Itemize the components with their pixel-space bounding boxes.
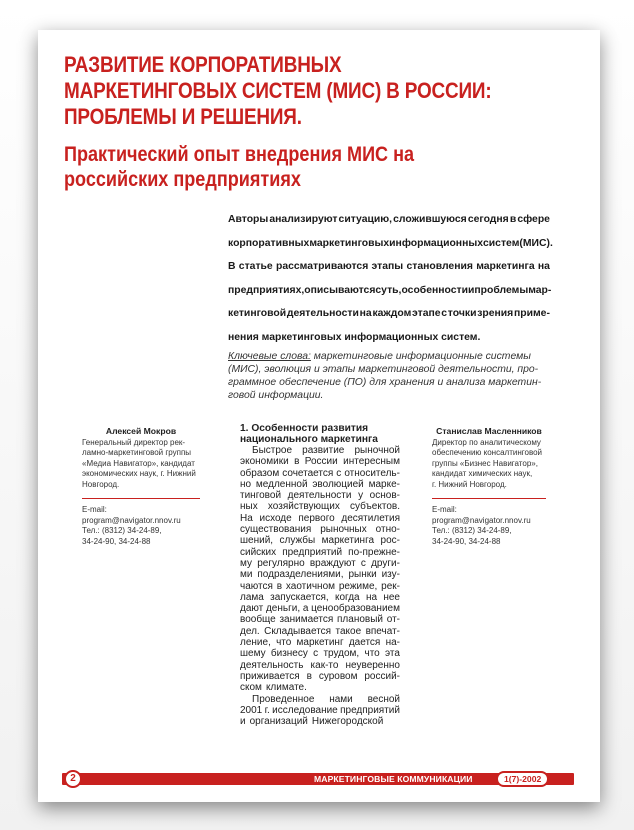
word: эта (385, 648, 400, 660)
word: весной (367, 693, 400, 705)
word: (МИС). (519, 237, 553, 249)
section-body-line (240, 468, 400, 479)
author-role-line: обеспечению консалтинговой (432, 448, 543, 457)
section-body-line (240, 501, 400, 512)
author-contact-line: 34-24-90, 34-24-88 (432, 536, 501, 546)
abstract-line (228, 279, 550, 303)
word: России (304, 456, 338, 468)
word: дается (348, 637, 381, 649)
abstract-line: нения маркетинговых информационных систем. (228, 331, 481, 343)
word: с (441, 308, 448, 319)
word: мар- (528, 284, 552, 296)
word: корпоративных (228, 237, 310, 249)
word: рек- (381, 580, 400, 592)
word: режиме, (338, 580, 378, 592)
author-email[interactable]: program@navigator.nnov.ru (432, 515, 531, 525)
title-line: ПРОБЛЕМЫ И РЕШЕНИЯ. (64, 104, 302, 129)
word: информационных (389, 237, 484, 249)
word: рынки (348, 569, 377, 581)
word: по-прежне- (348, 546, 400, 558)
document-page (38, 30, 600, 802)
keywords-text: маркетинговые информационные системы (310, 351, 531, 362)
word: ление, (240, 637, 271, 649)
word: ми (240, 569, 253, 581)
word: этапы (371, 261, 404, 272)
word: сегодня (467, 214, 509, 225)
abstract-line (228, 302, 550, 326)
keywords-line: говой информации. (228, 390, 324, 401)
word: на (365, 591, 378, 603)
word: приме- (513, 308, 550, 319)
word: Авторы (228, 214, 269, 225)
page-number: 2 (64, 770, 82, 788)
author-contact-line: Тел.: (8312) 34-24-89, (82, 526, 162, 535)
section-1 (240, 423, 400, 727)
word: медленной (255, 478, 308, 490)
author-left (82, 426, 200, 547)
author-role-line: кандидат химических наук, (432, 469, 533, 478)
abstract-line (228, 255, 550, 279)
section-heading-line: национального маркетинга (240, 434, 378, 445)
section-heading (240, 423, 400, 445)
word: регулярно (257, 557, 305, 569)
section-body-line (240, 682, 400, 693)
word: ситуацию, (338, 214, 393, 225)
word: Складывается (264, 625, 332, 637)
word: анализируют (269, 214, 338, 225)
word: плановый (337, 614, 383, 626)
author-contact-line: 34-24-90, 34-24-88 (82, 536, 151, 546)
keywords-line: (МИС), эволюция и этапы маркетинговой деятельности, про- (228, 364, 539, 375)
author-contact (82, 505, 200, 547)
title-line: РАЗВИТИЕ КОРПОРАТИВНЫХ (64, 52, 342, 77)
word: в (306, 670, 312, 682)
word: становления (406, 261, 473, 272)
section-body-line (240, 592, 400, 603)
word: каждом (372, 308, 412, 319)
word: интересным (343, 456, 400, 468)
word: что (276, 637, 292, 649)
word: эволюцией (312, 478, 364, 490)
issue-badge: 1(7)-2002 (496, 771, 549, 787)
section-body-line (240, 694, 400, 705)
author-divider (432, 498, 546, 499)
word: кетинговой (228, 308, 287, 319)
word: запускается, (270, 591, 329, 603)
word: что (364, 648, 380, 660)
word: климате. (265, 682, 307, 694)
section-body-line (240, 524, 400, 535)
keywords (228, 350, 550, 402)
word: чаются (240, 580, 273, 592)
author-role-line: Директор по аналитическому (432, 437, 541, 447)
abstract-line (228, 208, 550, 232)
word: дают (240, 603, 264, 615)
section-body-line (240, 614, 400, 625)
word: с (313, 648, 319, 660)
section-body-line (240, 705, 400, 716)
word: относитель- (344, 467, 400, 479)
section-body-line (240, 479, 400, 490)
word: первого (298, 512, 335, 524)
word: россий- (364, 670, 400, 682)
word: На (240, 512, 253, 524)
word: дел. (240, 625, 260, 637)
word: основ- (369, 490, 400, 502)
word: этапе (412, 308, 441, 319)
keywords-label: Ключевые слова: (228, 351, 311, 362)
section-body-line (240, 648, 400, 659)
word: статье (238, 261, 273, 272)
word: десятилетия (341, 512, 400, 524)
word: изу- (381, 569, 400, 581)
word: бизнесу (270, 648, 308, 660)
word: проблемы (474, 284, 529, 296)
word: маркетинговых (309, 237, 390, 249)
subtitle-line: Практический опыт внедрения МИС на (64, 143, 415, 166)
word: сложившуюся (393, 214, 467, 225)
word: предприятий (340, 704, 400, 716)
word: а (302, 603, 309, 615)
section-body-line (240, 660, 400, 671)
word: 2001 (240, 704, 263, 716)
word: В (228, 261, 236, 272)
word: деятельность (240, 659, 304, 671)
author-role-line: Генеральный директор рек- (82, 437, 186, 447)
word: сфере (517, 214, 550, 225)
author-role-line: г. Нижний Новгород. (432, 479, 507, 489)
word: лама (240, 591, 264, 603)
word: маркетинг (296, 637, 344, 649)
word: Проведенное (252, 693, 315, 705)
word: субъектов. (350, 501, 400, 513)
section-body-line (240, 671, 400, 682)
section-body-line (240, 581, 400, 592)
word: нами (329, 693, 353, 705)
word: вообще (240, 614, 276, 626)
word: точки (447, 308, 477, 319)
word: деятельности (286, 308, 359, 319)
word: занимается (279, 614, 334, 626)
author-role-line: «Медиа Навигатор», кандидат (82, 458, 195, 468)
word: враждуют (309, 557, 356, 569)
word: ценообразованием (311, 603, 400, 615)
section-body-line (240, 445, 400, 456)
word: особенности (401, 284, 469, 296)
word: в (294, 456, 300, 468)
word: суть, (375, 284, 402, 296)
word: на- (385, 637, 400, 649)
word: Быстрое (252, 445, 293, 456)
author-divider (82, 498, 200, 499)
word: хозяйствующих (267, 501, 340, 513)
word: тинговой (240, 490, 282, 502)
word: приживается (240, 670, 300, 682)
word: шему (240, 648, 266, 660)
title-line: МАРКЕТИНГОВЫХ СИСТЕМ (МИС) В РОССИИ: (64, 78, 492, 103)
section-body-line (240, 603, 400, 614)
author-role (82, 438, 200, 491)
word: ных (240, 501, 258, 513)
word: марке- (368, 478, 400, 490)
word: с (360, 557, 366, 569)
author-contact-line: Тел.: (8312) 34-24-89, (432, 526, 512, 535)
word: г. (264, 704, 270, 716)
word: неуверенно (345, 659, 400, 671)
author-contact-line: E-mail: (82, 505, 107, 514)
word: маркетинга (321, 535, 375, 547)
word: образом (240, 467, 280, 479)
section-body-line (240, 535, 400, 546)
word: трудом, (323, 648, 360, 660)
author-contact-line: E-mail: (432, 505, 457, 514)
word: и (240, 716, 246, 728)
section-body (240, 445, 400, 727)
word: с (336, 467, 342, 479)
word: систем (483, 237, 520, 249)
word: экономики (240, 456, 289, 468)
author-name: Алексей Мокров (105, 426, 177, 436)
word: рыночных (320, 524, 367, 536)
subtitle-line: российских предприятиях (64, 168, 301, 191)
section-body-line (240, 716, 400, 727)
section-body-line (240, 558, 400, 569)
section-body-line (240, 637, 400, 648)
author-right (432, 426, 546, 547)
keywords-line: граммное обеспечение (ПО) для хранения и анализа маркетин- (228, 377, 542, 388)
section-body-line (240, 490, 400, 501)
author-name: Станислав Масленников (436, 426, 542, 436)
word: и (468, 284, 475, 296)
word: в (276, 580, 283, 592)
section-body-line (240, 547, 400, 558)
word: ском (240, 682, 262, 694)
word: Нижегородской (311, 716, 384, 728)
word: когда (334, 591, 360, 603)
abstract (228, 208, 553, 349)
word: предприятий (282, 546, 343, 558)
word: исходе (259, 512, 292, 524)
word: предприятиях, (228, 284, 305, 296)
word: от- (386, 614, 400, 626)
word: нее (383, 591, 400, 603)
author-role-line: группы «Бизнес Навигатор», (432, 458, 538, 468)
author-role-line: Новгород. (82, 479, 120, 489)
word: рос- (380, 535, 400, 547)
article-title (64, 52, 511, 130)
word: сочетается (282, 467, 334, 479)
section-body-line (240, 456, 400, 467)
author-role-line: ламно-маркетинговой группы (82, 448, 192, 457)
word: как-то (310, 659, 339, 671)
word: существования (240, 524, 312, 536)
word: организаций (249, 716, 308, 728)
word: отно- (375, 524, 400, 536)
word: у (358, 490, 364, 502)
author-contact (432, 505, 546, 547)
word: рассматриваются (275, 261, 369, 272)
section-body-line (240, 513, 400, 524)
word: шений, (240, 535, 274, 547)
section-body-line (240, 569, 400, 580)
abstract-line (228, 232, 553, 256)
word: зрения (477, 308, 514, 319)
section-body-line (240, 626, 400, 637)
word: службы (279, 535, 316, 547)
word: му (240, 557, 252, 569)
author-role-line: экономических наук, г. Нижний (82, 469, 196, 478)
word: други- (371, 557, 400, 569)
word: маркетинга (476, 261, 535, 272)
word: но (240, 478, 252, 490)
word: на (537, 261, 550, 272)
word: подразделениями, (257, 569, 344, 581)
keywords-line (228, 350, 550, 363)
word: хаотичном (285, 580, 336, 592)
word: исследование (272, 704, 338, 716)
section-heading-line: 1. Особенности развития (240, 423, 369, 434)
word: впечат- (365, 625, 400, 637)
article-subtitle (64, 142, 511, 192)
word: в (509, 214, 517, 225)
word: рыночной (354, 445, 400, 456)
word: деятельности (287, 490, 352, 502)
word: деньги, (265, 603, 301, 615)
journal-name: МАРКЕТИНГОВЫЕ КОММУНИКАЦИИ (314, 774, 473, 784)
word: сийских (240, 546, 277, 558)
word: описываются (304, 284, 376, 296)
author-email[interactable]: program@navigator.nnov.ru (82, 515, 181, 525)
word: развитие (302, 445, 345, 456)
word: суровом (318, 670, 358, 682)
word: такое (335, 625, 362, 637)
author-role (432, 438, 546, 491)
word: на (359, 308, 372, 319)
